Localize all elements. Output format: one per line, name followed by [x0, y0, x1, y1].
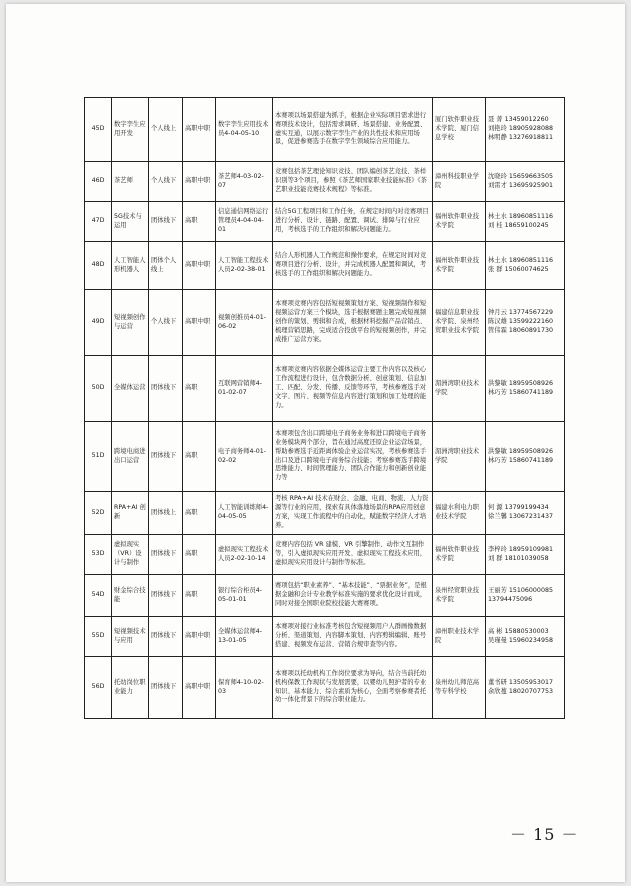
- document-page: [6, 4, 625, 882]
- competition-description: 赛项包括“职业素养”、“基本技能”、“票据业务”，是根据金融和会计专业教学标准实施的要求优化设计而成，同时对接全国职业院校技能大赛赛项。: [273, 575, 433, 617]
- occupation-code: 茶艺师4-03-02-07: [216, 162, 273, 202]
- host-institution: 湄洲湾职业技术学院: [433, 356, 486, 422]
- host-institution: 漳州职业技术学院: [433, 617, 486, 657]
- competition-number: 55D: [85, 617, 112, 657]
- contact-line: 董书研 13505953017: [488, 678, 553, 686]
- contact-line: 高 彬 15880530003: [488, 627, 549, 635]
- competition-description: 竞赛内容包括 VR 建模、VR 引擎制作、动作文互制作等，引入虚拟现实应用开发、虚拟现实工程技术应用，虚拟现实应用设计与制作等标准。: [273, 535, 433, 575]
- contact-persons: [486, 657, 565, 719]
- contact-line: 余欣蔓 18020707753: [488, 687, 553, 695]
- education-level: 高职中职: [183, 290, 216, 356]
- table-row: [85, 575, 565, 617]
- host-institution: 湄洲湾职业技术学院: [433, 422, 486, 492]
- education-level: 高职中职: [183, 657, 216, 719]
- table-row: [85, 98, 565, 162]
- competition-format: 团体线上: [149, 492, 183, 535]
- competition-format: 团体线下: [149, 422, 183, 492]
- competition-number: 54D: [85, 575, 112, 617]
- competition-number: 56D: [85, 657, 112, 719]
- occupation-code: 信息通信网络运行管理员4-04-04-01: [216, 202, 273, 242]
- education-level: 高职: [183, 202, 216, 242]
- competition-name: 茶艺师: [112, 162, 149, 202]
- contact-persons: [486, 98, 565, 162]
- competition-name: 数字孪生应用开发: [112, 98, 149, 162]
- host-institution: 漳州科技职业学院: [433, 162, 486, 202]
- contact-line: 李梓玲 18959109981: [488, 545, 553, 553]
- table-row: [85, 535, 565, 575]
- contact-line: 刘艳玲 18905928088: [488, 125, 553, 133]
- competition-name: 短视频创作与运营: [112, 290, 149, 356]
- competition-number: 49D: [85, 290, 112, 356]
- contact-line: 张 群 15060074625: [488, 265, 549, 273]
- contact-line: 王丽芳 15106000085: [488, 586, 553, 594]
- contact-persons: [486, 242, 565, 290]
- competition-format: 团体个人线上: [149, 242, 183, 290]
- competition-number: 50D: [85, 356, 112, 422]
- table-row: [85, 242, 565, 290]
- competition-name: RPA+AI 创新: [112, 492, 149, 535]
- education-level: 高职: [183, 356, 216, 422]
- competition-format: 团体线下: [149, 202, 183, 242]
- occupation-code: 银行综合柜员4-05-01-01: [216, 575, 273, 617]
- table-row: [85, 162, 565, 202]
- contact-line: 吴瑾曼 15960234958: [488, 636, 553, 644]
- education-level: 高职: [183, 422, 216, 492]
- contact-line: 林土水 18960851116: [488, 212, 553, 220]
- competition-number: 52D: [85, 492, 112, 535]
- competition-name: 虚拟现实（VR）设计与制作: [112, 535, 149, 575]
- competition-description: 本赛项对接行业标准考核包含短视频用户人群画像数据分析、渠道策划、内容脚本策划、内容剪辑编辑、账号搭建、视频发布运营、营销合规审查等内容。: [273, 617, 433, 657]
- competition-name: 托幼岗位职业能力: [112, 657, 149, 719]
- contact-line: 何 源 13799199434: [488, 504, 549, 512]
- competition-description: 本赛项以托幼机构工作岗位要求为导向，结合当前托幼机构保教工作现状与发展需要，以婴幼儿照护者的专业知识、基本能力、综合素质为核心，全面考察参赛者托幼一体化背景下的综合职业能力。: [273, 657, 433, 719]
- host-institution: 福建信息职业技术学院、泉州经贸职业技术学院: [433, 290, 486, 356]
- competition-name: 人工智能人形机器人: [112, 242, 149, 290]
- competition-format: 团体线下: [149, 617, 183, 657]
- contact-persons: [486, 575, 565, 617]
- competition-description: 本赛项以场景搭建为抓手，根据企业实际项目需求进行赛项技术设计，包括需求调研、场景搭建、业务配置、虚实互通，以展示数字孪生产业的共性技术和应用场景，促进参赛选手在数字孪生领域综合应用能力。: [273, 98, 433, 162]
- competition-number: 46D: [85, 162, 112, 202]
- competition-number: 53D: [85, 535, 112, 575]
- contact-line: 沈晓玲 15659663505: [488, 172, 553, 180]
- occupation-code: 视频创推员4-01-06-02: [216, 290, 273, 356]
- contact-line: 洪黎敏 18959508926: [488, 447, 553, 455]
- contact-persons: [486, 202, 565, 242]
- competition-description: 本赛项竞赛内容包括短视频策划方案、短视频制作和短视频运营方案三个模块，选手根据赛题主题完成短视频创作的策划、剪辑和合成，根据材料挖掘产品营销点、梳理营销思路，完成适合投放平台的短视频创作，并完成推广运营方案。: [273, 290, 433, 356]
- education-level: 高职中职: [183, 98, 216, 162]
- table-row: [85, 356, 565, 422]
- table-row: [85, 617, 565, 657]
- competition-format: 个人线下: [149, 290, 183, 356]
- competition-name: 跨境电商进出口运营: [112, 422, 149, 492]
- table-row: [85, 492, 565, 535]
- contact-persons: [486, 162, 565, 202]
- competition-description: 考核 RPA+AI 技术在财会、金融、电商、物流、人力资源等行业的应用，探索有具体落地场景的RPA应用创意方案，实现工作流程中的自动化，赋能数字经济人才培养。: [273, 492, 433, 535]
- occupation-code: 电子商务师4-01-02-02: [216, 422, 273, 492]
- competition-format: 团体线下: [149, 356, 183, 422]
- contact-line: 林巧芳 15860741189: [488, 388, 553, 396]
- competition-name: 短视频技术与应用: [112, 617, 149, 657]
- contact-line: 13794475096: [488, 595, 533, 603]
- competition-format: 团体线下: [149, 575, 183, 617]
- table-row: [85, 657, 565, 719]
- contact-line: 刘 桂 18659100245: [488, 221, 549, 229]
- education-level: 高职中职: [183, 242, 216, 290]
- host-institution: 泉州经贸职业技术学院: [433, 575, 486, 617]
- table-row: [85, 202, 565, 242]
- occupation-code: 保育师4-10-02-03: [216, 657, 273, 719]
- competition-number: 47D: [85, 202, 112, 242]
- contact-line: 聂 菁 13459012260: [488, 116, 549, 124]
- contact-line: 林巧芳 15860741189: [488, 456, 553, 464]
- occupation-code: 人工智能工程技术人员2-02-38-01: [216, 242, 273, 290]
- education-level: 高职中职: [183, 617, 216, 657]
- host-institution: 福州软件职业技术学院: [433, 242, 486, 290]
- contact-line: 洪黎敏 18959508926: [488, 379, 553, 387]
- education-level: 高职: [183, 575, 216, 617]
- competition-name: 财金综合技能: [112, 575, 149, 617]
- host-institution: 福州软件职业技术学院: [433, 202, 486, 242]
- competition-number: 51D: [85, 422, 112, 492]
- page-number: － 15 －: [510, 825, 579, 844]
- contact-line: 刘 群 18101039058: [488, 554, 549, 562]
- occupation-code: 全媒体运营师4-13-01-05: [216, 617, 273, 657]
- contact-persons: [486, 290, 565, 356]
- contact-line: 林土水 18960851116: [488, 256, 553, 264]
- occupation-code: 数字孪生应用技术员4-04-05-10: [216, 98, 273, 162]
- contact-line: 林明静 13276918811: [488, 133, 553, 141]
- contact-persons: [486, 492, 565, 535]
- occupation-code: 人工智能训练师4-04-05-05: [216, 492, 273, 535]
- competition-name: 5G技术与运用: [112, 202, 149, 242]
- host-institution: 厦门软件职业技术学院、厦门信息学校: [433, 98, 486, 162]
- competition-description: 结合5G工程项目和工作任务，在规定时间内对竞赛项目进行分析、设计、链路、配置、调试、排障与行业应用，考核选手的工作组织和解决问题能力。: [273, 202, 433, 242]
- contact-line: 钟月云 13774567229: [488, 309, 553, 317]
- table-row: [85, 422, 565, 492]
- contact-line: 徐兰馨 13067231437: [488, 513, 553, 520]
- occupation-code: 互联网营销师4-01-02-07: [216, 356, 273, 422]
- competition-format: 团体线下: [149, 657, 183, 719]
- competition-format: 团体线下: [149, 535, 183, 575]
- host-institution: 福建水利电力职业技术学院: [433, 492, 486, 535]
- competition-number: 45D: [85, 98, 112, 162]
- education-level: 高职: [183, 535, 216, 575]
- contact-persons: [486, 617, 565, 657]
- contact-persons: [486, 356, 565, 422]
- contact-persons: [486, 535, 565, 575]
- competition-format: 个人线下: [149, 162, 183, 202]
- host-institution: 泉州幼儿师范高等专科学校: [433, 657, 486, 719]
- competition-table: [84, 97, 565, 719]
- competition-name: 全媒体运营: [112, 356, 149, 422]
- competition-number: 48D: [85, 242, 112, 290]
- contact-line: 刘雷才 13695925901: [488, 181, 553, 189]
- host-institution: 福州软件职业技术学院: [433, 535, 486, 575]
- competition-description: 本赛项竞赛内容依据全媒体运营主要工作内容以及核心工作流程进行设计，包含数据分析、创意策划、信息加工、匹配、分发、传播、反馈等环节，考核参赛选手对文字、图片、视频等信息内容进行策划和加工处理的能力。: [273, 356, 433, 422]
- occupation-code: 虚拟现实工程技术人员2-02-10-14: [216, 535, 273, 575]
- education-level: 高职: [183, 492, 216, 535]
- competition-format: 个人线上: [149, 98, 183, 162]
- competition-description: 结合人形机器人工作规范和操作要求，在规定时间对竞赛项目进行分析、设计，并完成机器人配置和调试，考核选手的工作组织和解决问题能力。: [273, 242, 433, 290]
- competition-description: 竞赛包括茶艺理论知识竞技、团队编创茶艺竞技、茶样识别等3个项目，参照《茶艺师国家职业技能标准》《茶艺职业技能竞赛技术规程》等标准。: [273, 162, 433, 202]
- education-level: 高职中职: [183, 162, 216, 202]
- contact-line: 管伟霖 18060891730: [488, 326, 553, 334]
- contact-persons: [486, 422, 565, 492]
- table-row: [85, 290, 565, 356]
- contact-line: 陈汉雄 13599222160: [488, 318, 553, 326]
- competition-description: 本赛项包含出口跨境电子商务业务和进口跨境电子商务业务模块两个部分，旨在通过高度还原企业运营场景，帮助参赛选手近距离体验企业运营实况，考核参赛选手出口及进口跨境电子商务综合技能；考察参赛选手跨境思维能力、时间管理能力、团队合作能力和创新创业能力等: [273, 422, 433, 492]
